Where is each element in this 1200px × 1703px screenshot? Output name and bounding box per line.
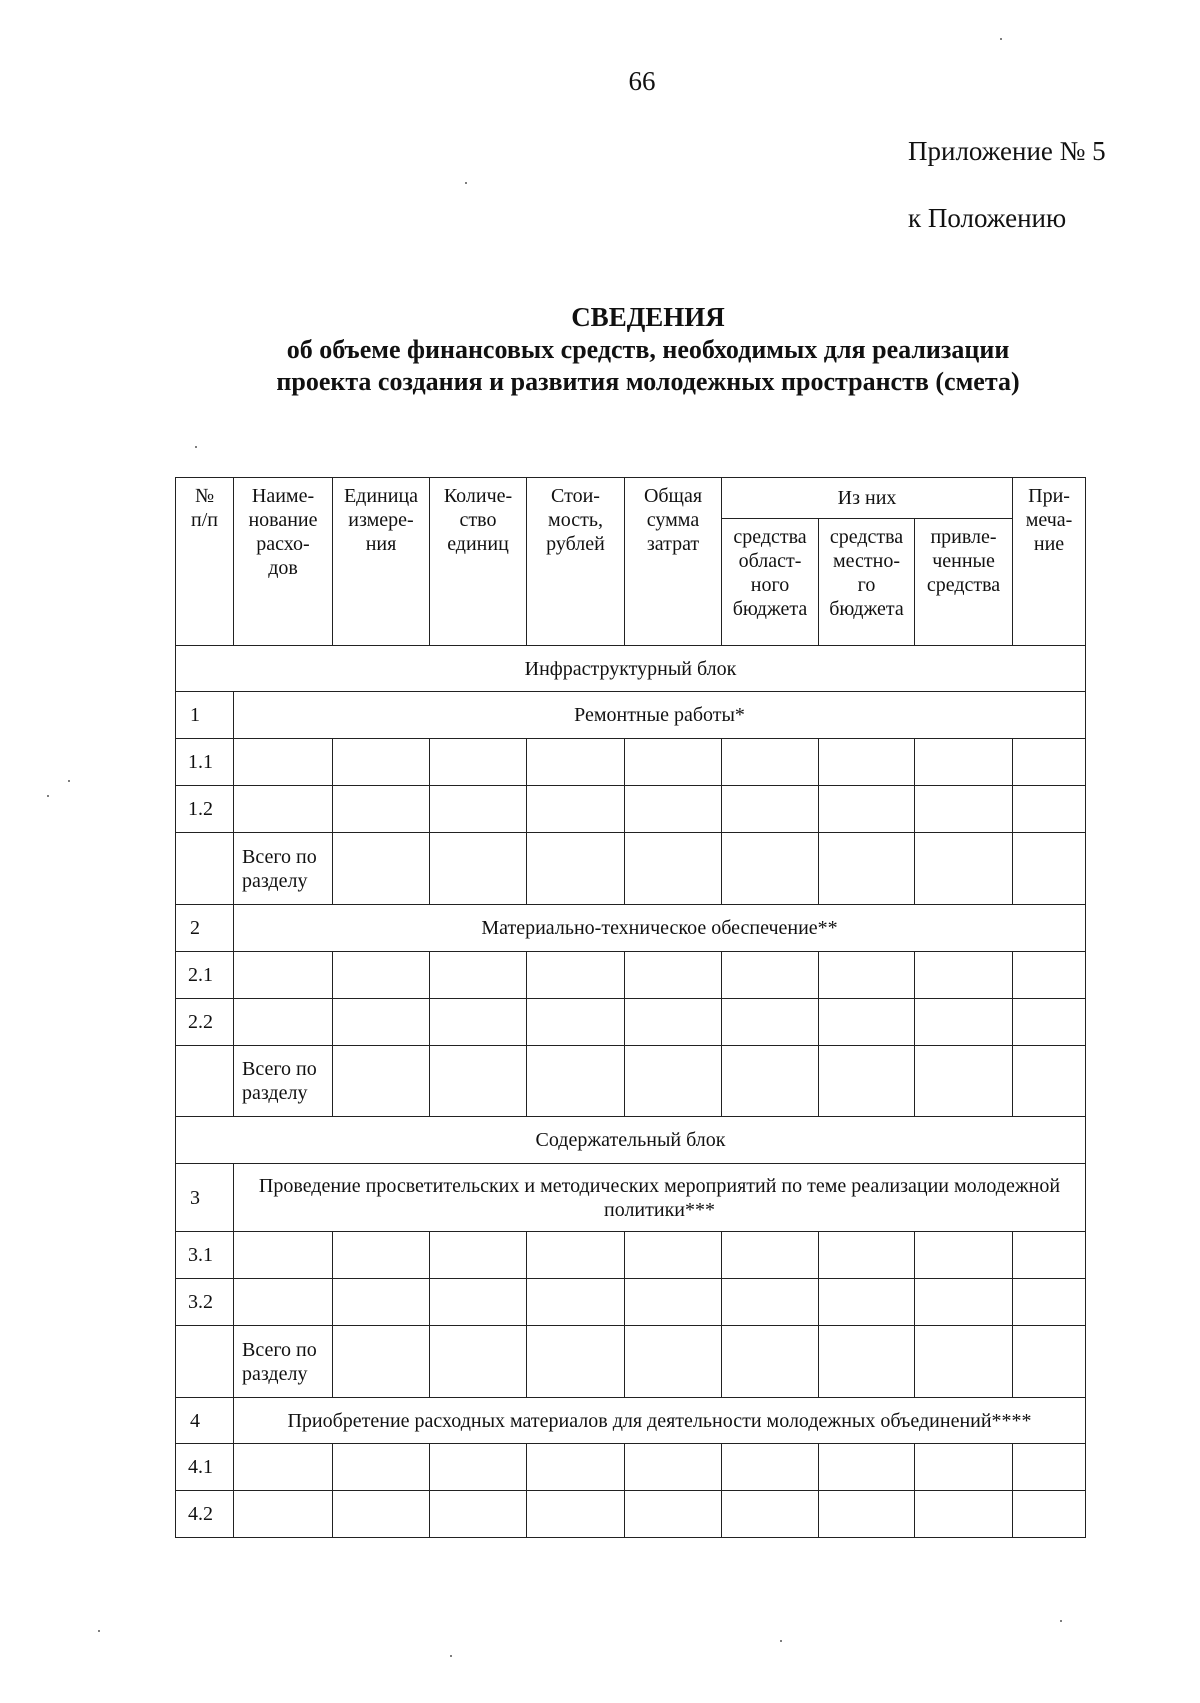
header-row xyxy=(176,478,1086,519)
row-number: 1.1 xyxy=(176,739,234,786)
section-row xyxy=(176,692,1086,739)
table-row xyxy=(176,1232,1086,1279)
section-row xyxy=(176,905,1086,952)
header-regional-budget: средства област- ного бюджета xyxy=(722,519,819,646)
section-title: Ремонтные работы* xyxy=(234,692,1086,739)
header-name: Наиме- нование расхо- дов xyxy=(234,478,333,646)
scan-speck xyxy=(1060,1620,1062,1622)
row-number: 3.1 xyxy=(176,1232,234,1279)
row-number: 2.1 xyxy=(176,952,234,999)
header-of-which: Из них xyxy=(722,478,1013,519)
section-title: Проведение просветительских и методических мероприятий по теме реализации молодежной политики*** xyxy=(234,1164,1086,1232)
header-quantity: Количе- ство единиц xyxy=(430,478,527,646)
header-cost: Стои- мость, рублей xyxy=(527,478,625,646)
scan-speck xyxy=(1000,38,1002,40)
block-title-infrastructure: Инфраструктурный блок xyxy=(176,646,1086,692)
section-row xyxy=(176,1398,1086,1444)
table-row xyxy=(176,999,1086,1046)
scan-speck xyxy=(195,446,197,448)
header-note: При- меча- ние xyxy=(1013,478,1086,646)
header-num: № п/п xyxy=(176,478,234,646)
subtitle-line-1: об объеме финансовых средств, необходимых для реализации xyxy=(286,335,1010,364)
section-row xyxy=(176,1164,1086,1232)
estimate-table xyxy=(175,477,1086,1538)
section-number: 2 xyxy=(176,905,234,952)
scan-speck xyxy=(68,780,70,782)
section-title: Приобретение расходных материалов для деятельности молодежных объединений**** xyxy=(234,1398,1086,1444)
table-row xyxy=(176,952,1086,999)
scan-speck xyxy=(450,1655,452,1657)
block-row xyxy=(176,1117,1086,1164)
section-total-row xyxy=(176,833,1086,905)
document-subtitle xyxy=(0,334,1200,398)
row-number: 1.2 xyxy=(176,786,234,833)
scan-speck xyxy=(98,1630,100,1632)
appendix-reference: к Положению xyxy=(908,203,1067,233)
header-local-budget: средства местно- го бюджета xyxy=(819,519,915,646)
row-number: 4.1 xyxy=(176,1444,234,1491)
row-number: 3.2 xyxy=(176,1279,234,1326)
section-number: 3 xyxy=(176,1164,234,1232)
section-total-label: Всего по разделу xyxy=(234,1046,333,1117)
section-total-label: Всего по разделу xyxy=(234,1326,333,1398)
table-row xyxy=(176,1444,1086,1491)
row-number: 2.2 xyxy=(176,999,234,1046)
section-total-label: Всего по разделу xyxy=(234,833,333,905)
scan-speck xyxy=(47,795,49,797)
header-attracted-funds: привле- ченные средства xyxy=(915,519,1013,646)
row-number: 4.2 xyxy=(176,1491,234,1538)
subtitle-line-2: проекта создания и развития молодежных пространств (смета) xyxy=(276,367,1020,396)
table-row xyxy=(176,1279,1086,1326)
block-row xyxy=(176,646,1086,692)
table-row xyxy=(176,1491,1086,1538)
document-title: СВЕДЕНИЯ xyxy=(571,302,725,332)
section-number: 4 xyxy=(176,1398,234,1444)
section-number: 1 xyxy=(176,692,234,739)
section-total-row xyxy=(176,1046,1086,1117)
scan-speck xyxy=(780,1640,782,1642)
scan-speck xyxy=(465,182,467,184)
header-total-cost: Общая сумма затрат xyxy=(625,478,722,646)
appendix-label: Приложение № 5 xyxy=(908,136,1106,166)
table-row xyxy=(176,739,1086,786)
table-row xyxy=(176,786,1086,833)
page-number: 66 xyxy=(628,66,656,96)
block-title-content: Содержательный блок xyxy=(176,1117,1086,1164)
header-unit: Единица измере- ния xyxy=(333,478,430,646)
section-title: Материально-техническое обеспечение** xyxy=(234,905,1086,952)
section-total-row xyxy=(176,1326,1086,1398)
